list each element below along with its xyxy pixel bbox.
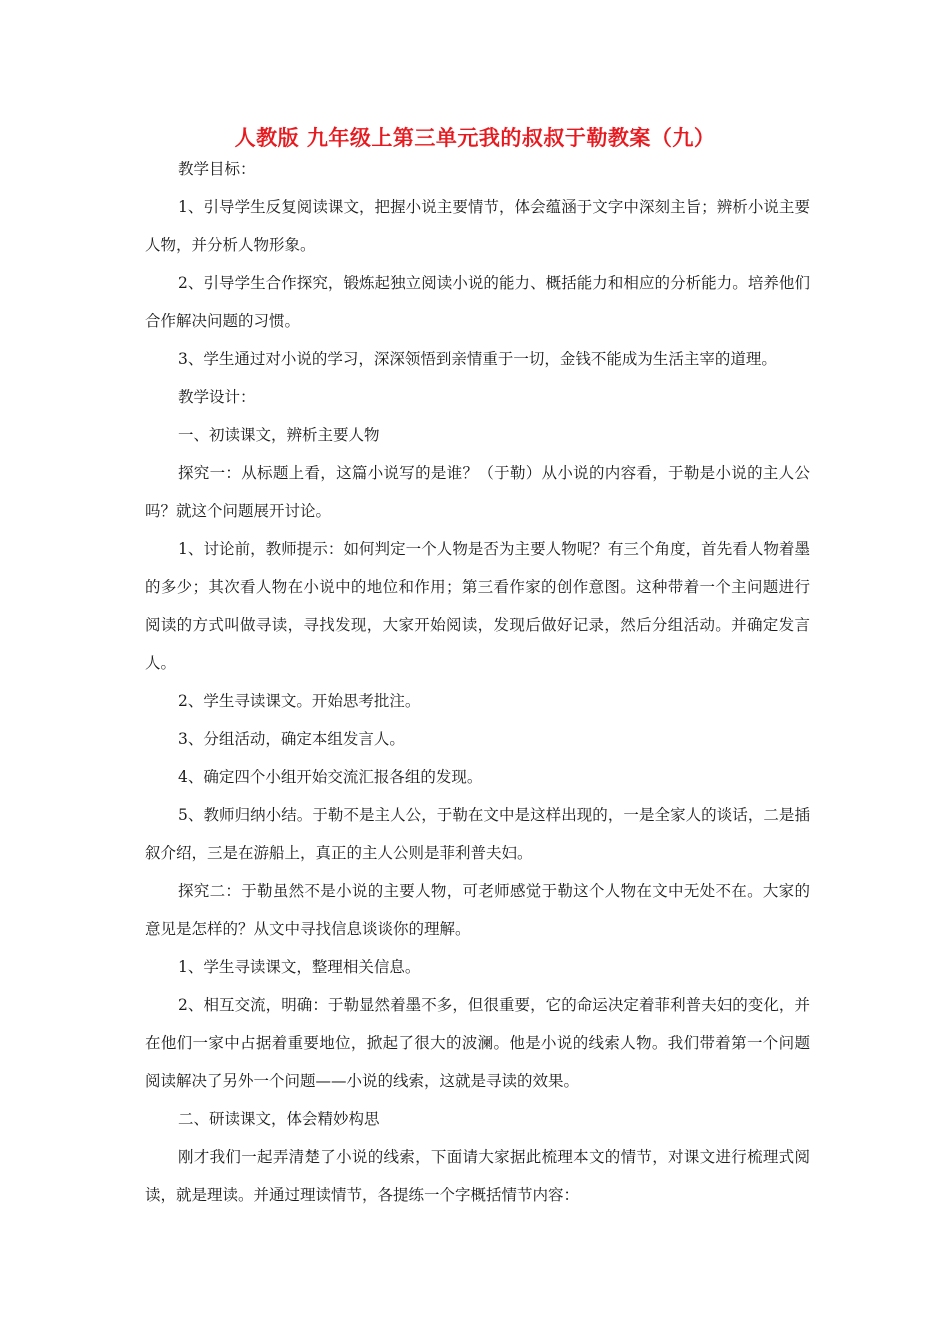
paragraph: 二、研读课文，体会精妙构思 [178,1110,380,1128]
paragraph: 刚才我们一起弄清楚了小说的线索，下面请大家据此梳理本文的情节，对课文进行梳理式阅读，就是理读。并通过理读情节，各提练一个字概括情节内容： [145,1148,810,1204]
paragraph: 2、相互交流，明确：于勒显然着墨不多，但很重要，它的命运决定着菲利普夫妇的变化，并在他们一家中占据着重要地位，掀起了很大的波澜。他是小说的线索人物。我们带着第一个问题阅读解决了另外一个问题——小说的线索，这就是寻读的效果。 [145,996,810,1090]
paragraph: 1、引导学生反复阅读课文，把握小说主要情节，体会蕴涵于文字中深刻主旨；辨析小说主要人物，并分析人物形象。 [145,198,810,254]
document-title: 人教版 九年级上第三单元我的叔叔于勒教案（九） [234,125,716,150]
paragraph: 3、学生通过对小说的学习，深深领悟到亲情重于一切，金钱不能成为生活主宰的道理。 [178,350,777,368]
paragraph: 一、初读课文，辨析主要人物 [178,426,380,444]
paragraph: 1、讨论前，教师提示：如何判定一个人物是否为主要人物呢？有三个角度，首先看人物着墨的多少；其次看人物在小说中的地位和作用；第三看作家的创作意图。这种带着一个主问题进行阅读的方式叫做寻读，寻找发现，大家开始阅读，发现后做好记录，然后分组活动。并确定发言人。 [145,540,810,672]
paragraph: 探究一：从标题上看，这篇小说写的是谁？（于勒）从小说的内容看，于勒是小说的主人公吗？就这个问题展开讨论。 [145,464,810,520]
paragraph: 3、分组活动，确定本组发言人。 [178,730,405,748]
document-body [145,150,810,1214]
paragraph: 4、确定四个小组开始交流汇报各组的发现。 [178,768,483,786]
paragraph: 1、学生寻读课文，整理相关信息。 [178,958,421,976]
paragraph: 教学目标： [178,160,256,178]
paragraph: 教学设计： [178,388,256,406]
paragraph: 探究二：于勒虽然不是小说的主要人物，可老师感觉于勒这个人物在文中无处不在。大家的意见是怎样的？从文中寻找信息谈谈你的理解。 [145,882,810,938]
paragraph: 2、引导学生合作探究，锻炼起独立阅读小说的能力、概括能力和相应的分析能力。培养他们合作解决问题的习惯。 [145,274,810,330]
paragraph: 2、学生寻读课文。开始思考批注。 [178,692,421,710]
paragraph: 5、教师归纳小结。于勒不是主人公，于勒在文中是这样出现的，一是全家人的谈话，二是插叙介绍，三是在游船上，真正的主人公则是菲利普夫妇。 [145,806,810,862]
